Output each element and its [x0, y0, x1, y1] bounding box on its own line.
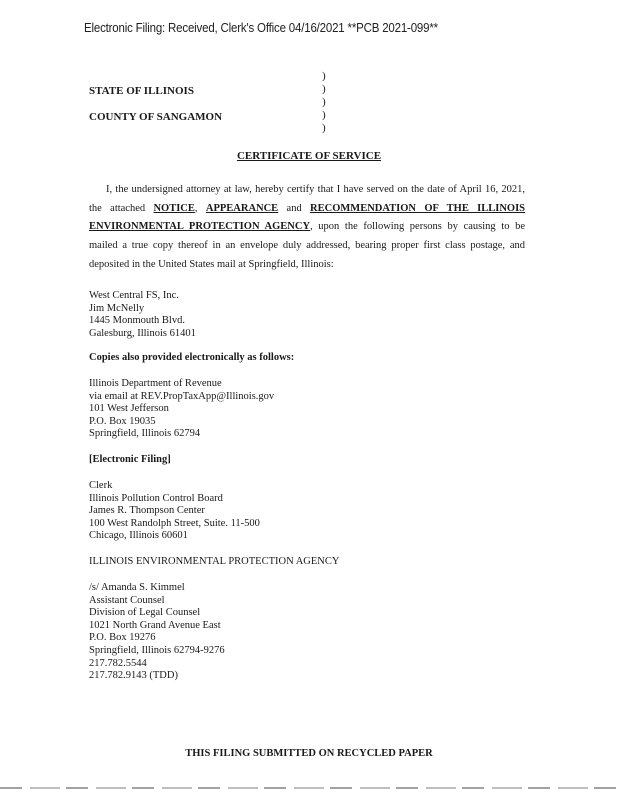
- agency-name: ILLINOIS ENVIRONMENTAL PROTECTION AGENCY: [89, 556, 340, 567]
- signature-block: [89, 582, 225, 683]
- signature-line: P.O. Box 19276: [89, 632, 156, 644]
- caption-county: COUNTY OF SANGAMON: [89, 111, 223, 123]
- signature-line: Division of Legal Counsel: [89, 607, 201, 619]
- address-line: 101 West Jefferson: [89, 403, 169, 415]
- address-line: Illinois Department of Revenue: [89, 378, 222, 389]
- filing-stamp: Electronic Filing: Received, Clerk's Office 04/16/2021 **PCB 2021-099**: [84, 21, 438, 35]
- intro-text: I, the undersigned attorney at law, hereby certify that I have served on the date of April 16, 2021, the attached: [89, 184, 525, 214]
- recipient-address: [89, 290, 196, 340]
- scan-edge-divider: [0, 787, 618, 789]
- signature-line: 1021 North Grand Avenue East: [89, 619, 221, 631]
- efiling-label: [Electronic Filing]: [89, 454, 171, 465]
- address-line: via email at REV.PropTaxApp@Illinois.gov: [89, 390, 275, 402]
- signature-line: Springfield, Illinois 62794-9276: [89, 644, 225, 656]
- address-line: West Central FS, Inc.: [89, 290, 179, 301]
- separator: and: [278, 202, 311, 214]
- address-line: Galesburg, Illinois 61401: [89, 327, 196, 339]
- paren: ): [322, 96, 326, 108]
- paren: ): [322, 109, 326, 121]
- signature-line: Assistant Counsel: [89, 594, 165, 606]
- signature-line: 217.782.9143 (TDD): [89, 670, 178, 682]
- caption-state: STATE OF ILLINOIS: [89, 85, 194, 97]
- address-line: Illinois Pollution Control Board: [89, 492, 223, 504]
- address-line: Jim McNelly: [89, 302, 145, 314]
- address-line: 1445 Monmouth Blvd.: [89, 315, 185, 327]
- address-line: P.O. Box 19035: [89, 415, 156, 427]
- revenue-address: [89, 378, 274, 441]
- separator: ,: [194, 202, 206, 214]
- outro-text: , upon the following persons by causing to be mailed a true copy thereof in an envelope duly addressed, bearing proper first class postage, and deposited in the United States mail at Springfield, Illinois:: [89, 221, 525, 270]
- paren: ): [322, 83, 326, 95]
- signature-line: /s/ Amanda S. Kimmel: [89, 582, 185, 593]
- doc-notice: NOTICE: [153, 202, 195, 214]
- paren: ): [322, 70, 326, 82]
- doc-appearance: APPEARANCE: [205, 202, 279, 214]
- clerk-address: [89, 480, 260, 543]
- copies-heading: Copies also provided electronically as follows:: [89, 352, 295, 363]
- address-line: 100 West Randolph Street, Suite. 11-500: [89, 517, 260, 529]
- document-title: CERTIFICATE OF SERVICE: [236, 150, 382, 162]
- doc-recommendation: RECOMMENDATION OF THE ILLINOIS ENVIRONMENTAL PROTECTION AGENCY: [89, 202, 526, 233]
- certificate-paragraph: [89, 181, 525, 275]
- signature-line: 217.782.5544: [89, 657, 147, 669]
- paren: ): [322, 122, 326, 134]
- address-line: Clerk: [89, 480, 113, 491]
- recycled-paper-footer: THIS FILING SUBMITTED ON RECYCLED PAPER: [185, 748, 433, 759]
- address-line: Chicago, Illinois 60601: [89, 530, 188, 542]
- address-line: Springfield, Illinois 62794: [89, 428, 201, 440]
- caption-parentheses: [322, 70, 326, 135]
- address-line: James R. Thompson Center: [89, 505, 205, 517]
